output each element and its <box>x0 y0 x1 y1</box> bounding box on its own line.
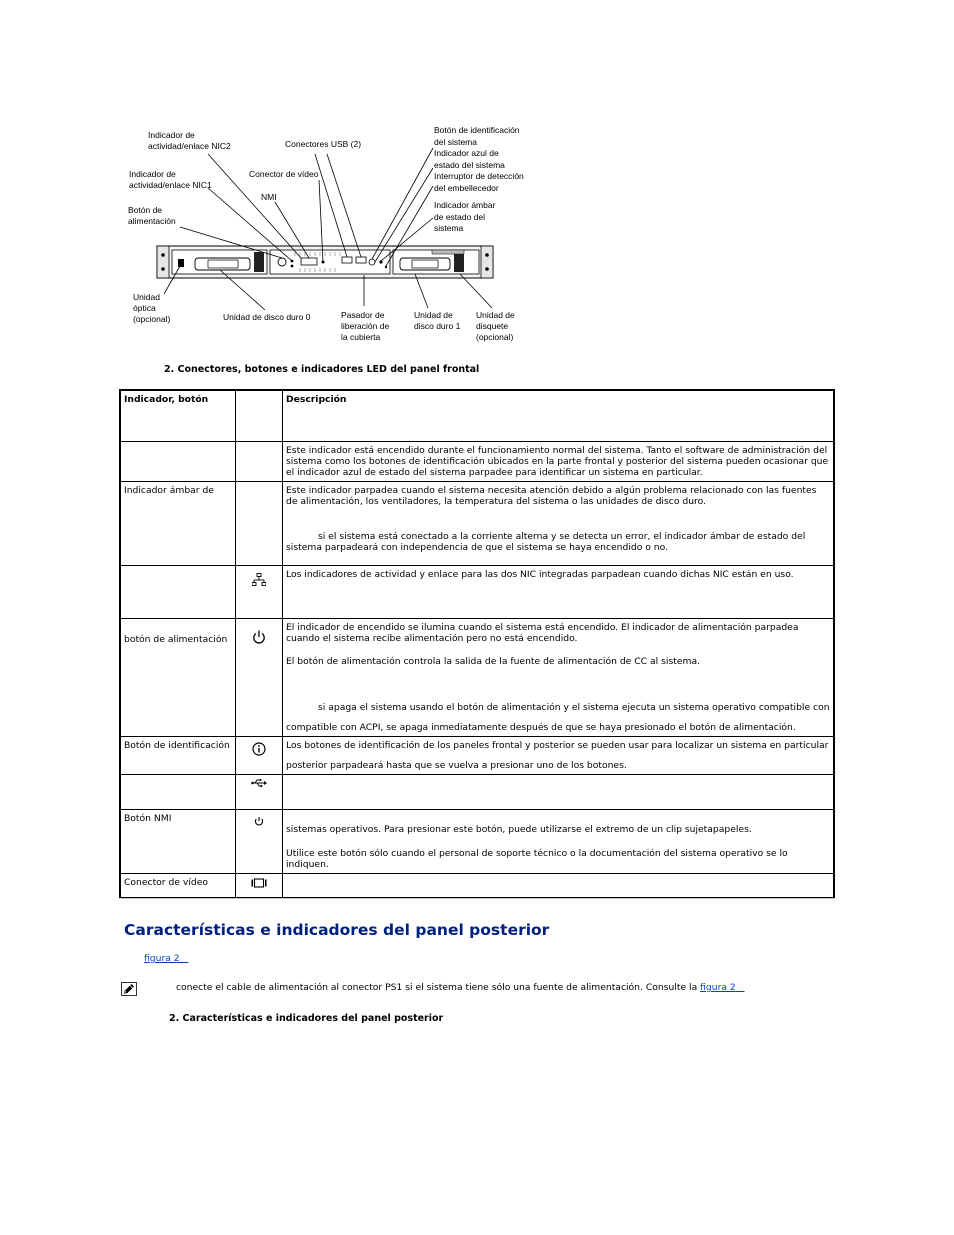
row-icon-cell <box>236 566 283 619</box>
table-header-row <box>120 390 834 442</box>
label-identification: Botón de identificación del sistema Indicador azul de estado del sistema Interruptor de detección del embellecedor <box>434 125 524 193</box>
row-label: Indicador ámbar de <box>120 482 236 566</box>
row-description <box>283 775 835 810</box>
table-row <box>120 737 834 775</box>
front-panel-table <box>119 389 835 899</box>
figure-link[interactable]: figura 2 <box>144 953 180 964</box>
table-row <box>120 482 834 566</box>
row-label: Botón NMI <box>120 810 236 874</box>
header-icon <box>236 390 283 442</box>
table-row <box>120 566 834 619</box>
figure-caption-front: 2. Conectores, botones e indicadores LED del panel frontal <box>164 364 480 375</box>
nmi-icon <box>254 816 264 829</box>
video-icon <box>251 878 267 891</box>
front-panel-figure <box>120 118 540 350</box>
row-icon-cell <box>236 810 283 874</box>
row-label: Botón de identificación <box>120 737 236 775</box>
table-row <box>120 874 834 898</box>
row-description: Los botones de identificación de los paneles frontal y posterior se pueden usar para localizar un sistema en particular posterior parpadeará hasta que se vuelva a presionar uno de los botones. <box>283 737 835 775</box>
table-row <box>120 775 834 810</box>
header-indicator-button: Indicador, botón <box>120 390 236 442</box>
row-icon-cell <box>236 482 283 566</box>
note-pencil-icon <box>121 981 137 995</box>
label-hdd1: Unidad de disco duro 1 <box>414 310 461 331</box>
table-row <box>120 442 834 482</box>
header-description: Descripción <box>283 390 835 442</box>
row-label <box>120 566 236 619</box>
row-label: Conector de vídeo <box>120 874 236 898</box>
section-divider <box>119 898 835 899</box>
figure-caption-rear: 2. Características e indicadores del panel posterior <box>169 1013 444 1024</box>
label-cover-latch: Pasador de liberación de la cubierta <box>341 310 390 342</box>
figure-link-line <box>144 953 188 964</box>
label-floppy-drive: Unidad de disquete (opcional) <box>476 310 515 342</box>
row-icon-cell <box>236 619 283 737</box>
row-description: Los indicadores de actividad y enlace para las dos NIC integradas parpadean cuando dichas NIC están en uso. <box>283 566 835 619</box>
row-label <box>120 775 236 810</box>
label-video-connector: Conector de vídeo <box>249 169 319 179</box>
label-hdd0: Unidad de disco duro 0 <box>223 312 311 322</box>
section-title: Características e indicadores del panel posterior <box>124 921 550 939</box>
label-nic1: Indicador de actividad/enlace NIC1 <box>129 169 212 190</box>
power-icon <box>252 630 266 648</box>
row-icon-cell <box>236 775 283 810</box>
row-description <box>283 874 835 898</box>
row-description: sistemas operativos. Para presionar este botón, puede utilizarse el extremo de un clip sujetapapeles. Utilice este botón sólo cuando el personal de soporte técnico o la documentación del sistema operativo se lo indiquen. <box>283 810 835 874</box>
row-icon-cell <box>236 737 283 775</box>
label-power-button: Botón de alimentación <box>128 205 176 226</box>
label-nic2: Indicador de actividad/enlace NIC2 <box>148 130 231 151</box>
row-description: Este indicador está encendido durante el funcionamiento normal del sistema. Tanto el software de administración del sistema como los botones de identificación ubicados en la parte frontal y posterior del sistema pueden ocasionar que el indicador azul de estado del sistema parpadee para identificar un sistema en particular. <box>283 442 835 482</box>
label-usb-connectors: Conectores USB (2) <box>285 139 362 149</box>
row-icon-cell <box>236 874 283 898</box>
label-amber-indicator: Indicador ámbar de estado del sistema <box>434 200 496 234</box>
row-label: botón de alimentación <box>120 619 236 737</box>
identification-icon <box>252 742 266 759</box>
usb-icon <box>251 778 267 791</box>
row-description: El indicador de encendido se ilumina cuando el sistema está encendido. El indicador de alimentación parpadea cuando el sistema recibe alimentación pero no está encendido. El botón de alimentación controla la salida de la fuente de alimentación de CC al sistema. si apaga el sistema usando el botón de alimentación y el sistema ejecuta un sistema operativo compatible con compatible con ACPI, se apaga inmediatamente después de que se haya presionado el botón de alimentación. <box>283 619 835 737</box>
table-row <box>120 619 834 737</box>
note-figure-link[interactable]: figura 2 <box>700 982 736 993</box>
row-label <box>120 442 236 482</box>
label-nmi: NMI <box>261 192 277 202</box>
note-text: conecte el cable de alimentación al conector PS1 si el sistema tiene sólo una fuente de alimentación. Consulte la figura 2 <box>176 982 745 993</box>
network-icon <box>252 573 266 590</box>
row-icon-cell <box>236 442 283 482</box>
label-optical-drive: Unidad óptica (opcional) <box>133 292 171 324</box>
table-row <box>120 810 834 874</box>
row-description: Este indicador parpadea cuando el sistema necesita atención debido a algún problema relacionado con las fuentes de alimentación, los ventiladores, la temperatura del sistema o las unidades de disco duro. si el sistema está conectado a la corriente alterna y se detecta un error, el indicador ámbar de estado del sistema parpadeará con independencia de que el sistema se haya encendido o no. <box>283 482 835 566</box>
